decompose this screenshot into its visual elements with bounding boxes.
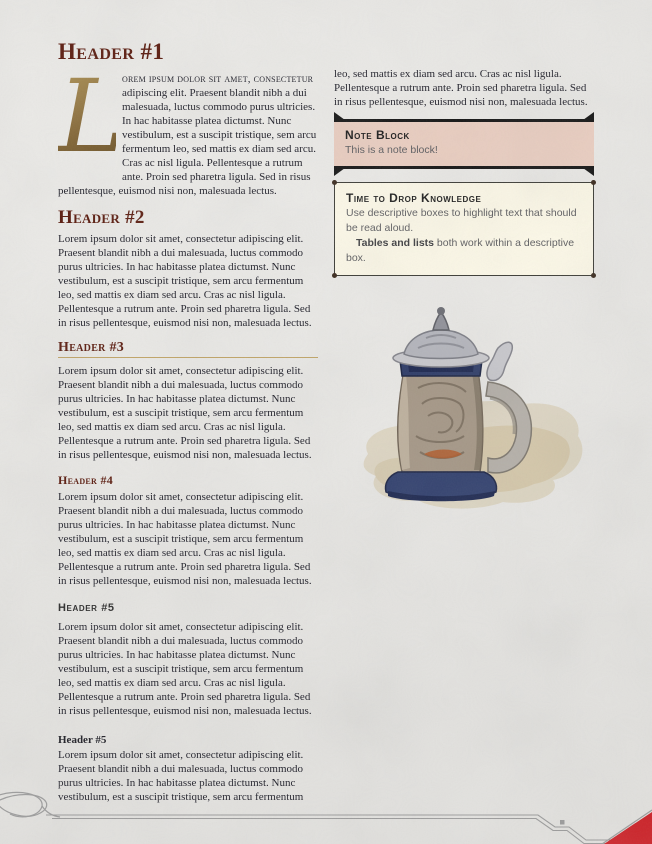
corner-dot-icon [591, 180, 596, 185]
flourish-leaf-ornament [0, 792, 60, 817]
descriptive-box [334, 182, 594, 276]
note-corner-triangle [334, 112, 345, 120]
footer-square-dot [560, 820, 565, 825]
paragraph-text: adipiscing elit. Praesent blandit nibh a dui malesuada, luctus commodo purus ultricies. In hac habitasse platea dictumst. Nunc vestibulum, est a suscipit tristique, sem arcu fermentum leo, sed mattis ex diam sed arcu. Cras ac nisl ligula. Pellentesque a rutrum ante. Proin sed pharetra ligula. Sed in risus pellentesque, euismod nisi non, malesuada lectus. [58, 87, 317, 197]
section-header-5-bold: Header #5 [58, 734, 107, 746]
corner-dot-icon [332, 180, 337, 185]
figure-container [334, 304, 594, 512]
descriptive-box-line2 [346, 236, 582, 266]
paragraph: Lorem ipsum dolor sit amet, consectetur adipiscing elit. Praesent blandit nibh a dui malesuada, luctus commodo purus ultricies. In hac habitasse platea dictumst. Nunc vestibulum, est a suscipit tristique, sem arcu fermentum leo, sed mattis ex diam sed arcu. Cras ac nisl ligula. Pellentesque a rutrum ante. Proin sed pharetra ligula. Sed in risus pellentesque, euismod nisi non, malesuada lectus. [58, 233, 312, 329]
section-header-3: Header #3 [58, 340, 318, 358]
paragraph: Lorem ipsum dolor sit amet, consectetur adipiscing elit. Praesent blandit nibh a dui malesuada, luctus commodo purus ultricies. In hac habitasse platea dictumst. Nunc vestibulum, est a suscipit tristique, sem arcu fermentum leo, sed mattis ex diam sed arcu. Cras ac nisl ligula. Pellentesque a rutrum ante. Proin sed pharetra ligula. Sed in risus pellentesque, euismod nisi non, malesuada lectus. [58, 621, 312, 717]
section-header-1: Header #1 [58, 39, 165, 64]
footer-ornament [0, 774, 652, 844]
descriptive-box-title: Time to Drop Knowledge [346, 191, 482, 205]
section-header-5: Header #5 [58, 602, 115, 614]
dropcap-letter-icon: L [58, 58, 125, 175]
note-corner-triangle [334, 168, 345, 176]
note-block-body: This is a note block! [345, 144, 438, 156]
corner-dot-icon [591, 273, 596, 278]
paragraph: Lorem ipsum dolor sit amet, consectetur adipiscing elit. Praesent blandit nibh a dui malesuada, luctus commodo purus ultricies. In hac habitasse platea dictumst. Nunc vestibulum, est a suscipit tristique, sem arcu fermentum leo, sed mattis ex diam sed arcu. Cras ac nisl ligula. Pellentesque a rutrum ante. Proin sed pharetra ligula. Sed in risus pellentesque, euismod nisi non, malesuada lectus. [58, 365, 312, 461]
note-block [334, 119, 594, 169]
two-column-layout [58, 40, 594, 820]
section-header-2: Header #2 [58, 207, 145, 228]
paragraph: Lorem ipsum dolor sit amet, consectetur adipiscing elit. Praesent blandit nibh a dui malesuada, luctus commodo purus ultricies. In hac habitasse platea dictumst. Nunc vestibulum, est a suscipit tristique, sem arcu fermentum leo, sed mattis ex diam sed arcu. Cras ac nisl ligula. Pellentesque a rutrum ante. Proin sed pharetra ligula. Sed in risus pellentesque, euismod nisi non, malesuada lectus. [58, 491, 312, 587]
bold-lead: Tables and lists [356, 237, 434, 249]
corner-dot-icon [332, 273, 337, 278]
right-column [334, 40, 594, 820]
red-corner-triangle [604, 812, 652, 844]
paragraph-truncated: Lorem ipsum dolor sit amet, consectetur adipiscing elit. Praesent blandit nibh a dui malesuada, luctus commodo purus ultricies. In hac habitasse platea dictumst. Nunc vestibulum, est a suscipit tristique, sem arcu fermentum [58, 749, 304, 803]
descriptive-box-body: Use descriptive boxes to highlight text that should be read aloud. [346, 207, 577, 234]
paragraph-dropcap [58, 58, 318, 198]
line2-rest: both work within a descriptive box. [346, 237, 575, 264]
footer-rule [46, 815, 652, 844]
note-corner-triangle [583, 112, 594, 120]
lead-smallcaps-text: orem ipsum dolor sit amet, consectetur [122, 73, 314, 85]
section-header-4: Header #4 [58, 473, 114, 487]
note-corner-triangle [583, 168, 594, 176]
left-column [58, 40, 318, 820]
paragraph-continuation: leo, sed mattis ex diam sed arcu. Cras ac nisl ligula. Pellentesque a rutrum ante. Proin sed pharetra ligula. Sed in risus pellentesque, euismod nisi non, malesuada lectus. [334, 68, 588, 108]
beer-stein-illustration [338, 304, 590, 512]
note-block-title: Note Block [345, 128, 410, 142]
